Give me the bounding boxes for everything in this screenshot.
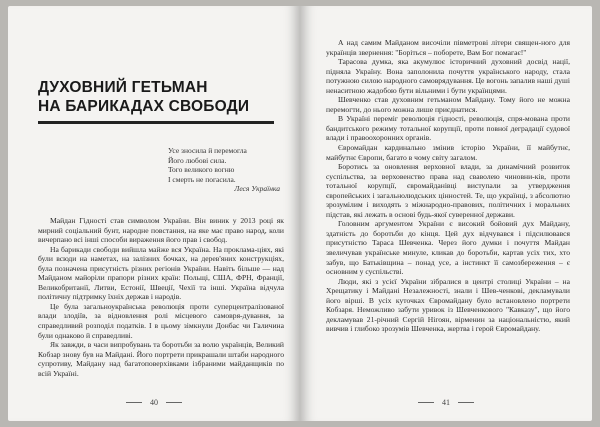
right-body-text [326, 38, 570, 334]
paragraph: Це була загальноукраїнська революція проти суперцентралізованої влади злодіїв, за відновлення ролі місцевого самовря-дування, за справедливий розподіл податків. І в цьому зімкнули Донбас чи Галичина були однаково й справедливі. [38, 301, 284, 340]
epigraph [168, 146, 284, 194]
right-page [300, 6, 592, 421]
left-page [8, 6, 300, 421]
left-page-number [8, 398, 300, 407]
paragraph: А над самим Майданом височіли півметрові літери священ-ного для українців звернення: "Боріться – поборете, Вам Бог помагає!" [326, 38, 570, 57]
paragraph: Євромайдан кардинально змінив історію України, її майбутнє, майбутнє Європи, багато в чому світу загалом. [326, 143, 570, 162]
page-number-dash [126, 402, 142, 403]
paragraph: В Україні переміг революція гідності, революція, спря-мована проти бандитського режиму тотальної корупції, проти повної деградації судової влади і правоохоронних органів. [326, 114, 570, 143]
page-number-dash [166, 402, 182, 403]
title-underline [38, 121, 274, 124]
left-body-text [38, 216, 284, 378]
page-number-text: 40 [150, 398, 158, 407]
book-spread [8, 6, 592, 421]
epigraph-line: І смерть не погасила. [168, 174, 236, 184]
chapter-title [38, 78, 284, 116]
epigraph-author: Леся Українка [234, 184, 280, 194]
paragraph: Тарасова думка, яка акумулює історичний духовний досвід нації, підняла Україну. Вона заполонила почуття українського народу, стала потужною силою народного самоврядування. Це вогонь запалив наші душі ненаситною жадобою бути вільними і бути українцями. [326, 57, 570, 95]
paragraph: Як завжди, в часи випробувань та боротьби за волю українців, Великий Кобзар знову був на Майдані. Його портрети прикрашали штаби народного супротиву, Майдану над багатоповерхівками ізбраними майданщиків по всій Україні. [38, 340, 284, 378]
paragraph: Боротись за оновлення верховної влади, за динамічний розвиток суспільства, за верховенство права над сваволею чиновни-ків, проти тотальної корупції, євромайданівці виступали за утвердження європейських і загальнолюдських цінностей. Те, що українці, з абсолютно зрозумілим і виходять з міжнародно-правових, політичних і моральних підстав, які лежать в основі будь-якої суверенної держави. [326, 162, 570, 219]
epigraph-line: Його любові сила. [168, 155, 227, 165]
chapter-title-line-2: НА БАРИКАДАХ СВОБОДИ [38, 98, 250, 115]
page-number-dash [418, 402, 434, 403]
paragraph: Шевченко став духовним гетьманом Майдану. Тому його не можна перемогти, до нього можна лише приєднатися. [326, 95, 570, 114]
paragraph: Майдан Гідності став символом України. Він виник у 2013 році як мирний соціальний бунт, народне повстання, на яке має право народ, коли вичерпано всі інші способи вираження його прав і свобод. [38, 215, 284, 245]
right-page-number [300, 398, 592, 407]
page-number-text: 41 [442, 398, 450, 407]
paragraph: На барикади свободи вийшла майже вся Україна. На проклама-ціях, які були всюди на наметах, на залізних бочках, на дерев'яних конструкціях, була позначена присутність різних регіонів України. Навіть більше — над Майданом майоріли прапори різних країн: Польщі, США, ФРН, Франції, Великобританії, Литви, Естонії, Швеції, Чехії та інші. Україна відчула політичну підтримку їхніх держав і народів. [38, 244, 284, 302]
paragraph: Головним аргументом України є високий бойовий дух Майдану, здатність до боротьби до кінця. Цей дух відчувався і підсилювався присутністю Тараса Шевченка. Через його думки і почуття Майдан звеличував українське минуле, кликав до боротьби, картав усіх тих, хто забув, що Батьківщина – понад усе, а інстинкт її самозбереження – є основним у суспільстві. [326, 219, 570, 277]
page-number-dash [458, 402, 474, 403]
paragraph: Люди, які з усієї України зібралися в центрі столиці України – на Хрещатику і Майдані Незалежності, знали і Шев-ченкові, декламували його вірші. В усіх куточках Євромайдану було встановлено портрети Кобзаря. Неможливо забути уривок із Шевченкового "Кавказу", що його декламував 21-річний Сергій Нігоян, вірменин за національністю, який вивчив і глибоко зрозумів Шевченка, жертва і герой Євромайдану. [326, 276, 570, 334]
epigraph-line: Того великого вогню [168, 165, 235, 175]
chapter-title-line-1: ДУХОВНИЙ ГЕТЬМАН [38, 79, 208, 96]
epigraph-line: Усе зносила й перемогла [168, 146, 247, 155]
